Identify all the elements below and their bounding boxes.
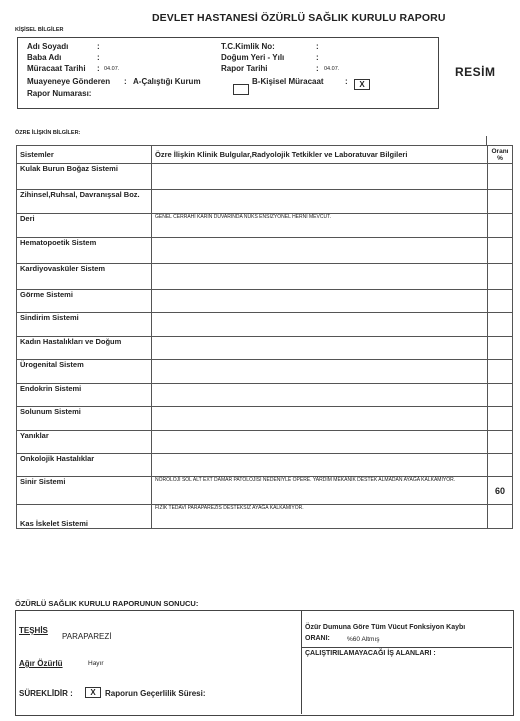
table-row — [17, 313, 513, 337]
report-number-label: Rapor Numarası: — [27, 89, 92, 98]
system-name-cell: Solunum Sistemi — [17, 407, 152, 431]
father-colon: : — [97, 53, 100, 62]
system-name-cell: Sinir Sistemi — [17, 477, 152, 505]
permanent-checkbox[interactable]: X — [85, 687, 101, 698]
table-row — [17, 477, 513, 505]
table-row — [17, 214, 513, 238]
table-row — [17, 384, 513, 407]
table-row — [17, 190, 513, 214]
birth-colon: : — [316, 53, 319, 62]
body-loss-label: Özür Dumuna Göre Tüm Vücut Fonksiyon Kaybı — [305, 624, 466, 631]
system-name-cell: Sindirim Sistemi — [17, 313, 152, 337]
rate-cell — [488, 190, 513, 214]
report-date-label: Rapor Tarihi — [221, 64, 268, 73]
validity-label: Raporun Geçerlilik Süresi: — [105, 689, 206, 698]
system-name-cell: Deri — [17, 214, 152, 238]
system-name-cell: Zihinsel,Ruhsal, Davranışsal Boz. — [17, 190, 152, 214]
option-b-colon: : — [345, 77, 348, 86]
system-name-cell: Görme Sistemi — [17, 290, 152, 313]
system-name-cell: Kas İskelet Sistemi — [17, 505, 152, 529]
table-row — [17, 238, 513, 264]
rate-cell — [488, 454, 513, 477]
findings-cell — [152, 238, 488, 264]
tc-label: T.C.Kimlik No: — [221, 42, 275, 51]
option-a-checkbox[interactable] — [233, 84, 249, 95]
findings-cell: NÖROLOJİ SOL ALT EXT DAMAR PATOLOJİSİ NEDENİYLE OPERE. YARDIM MEKANİK DESTEK ALMADAN AYAĞA KALKAMIYOR. — [152, 477, 488, 505]
findings-cell — [152, 407, 488, 431]
table-row — [17, 505, 513, 529]
report-title: DEVLET HASTANESİ ÖZÜRLÜ SAĞLIK KURULU RAPORU — [152, 12, 446, 24]
disability-table-body — [17, 164, 513, 529]
rate-cell — [488, 164, 513, 190]
findings-cell — [152, 384, 488, 407]
system-name-cell: Endokrin Sistemi — [17, 384, 152, 407]
system-name-cell: Yanıklar — [17, 431, 152, 454]
option-b-checkbox[interactable]: X — [354, 79, 370, 90]
application-date-colon: : — [97, 64, 100, 73]
name-colon: : — [97, 42, 100, 51]
rate-cell — [488, 337, 513, 360]
rate-value: %60 Altmış — [347, 636, 380, 643]
rate-cell — [488, 384, 513, 407]
referrer-label: Muayeneye Gönderen — [27, 77, 111, 86]
name-label: Adı Soyadı — [27, 42, 69, 51]
system-name-cell: Kulak Burun Boğaz Sistemi — [17, 164, 152, 190]
personal-section-label: KİŞİSEL BİLGİLER — [15, 27, 64, 33]
findings-cell: FİZİK TEDAVİ PARAPAREZİS DESTEKSİZ AYAĞA KALKAMIYOR. — [152, 505, 488, 529]
rate-cell — [488, 407, 513, 431]
findings-cell — [152, 454, 488, 477]
report-date-value: 04.07. — [324, 66, 340, 72]
table-row — [17, 290, 513, 313]
permanent-label: SÜREKLİDİR : — [19, 689, 73, 698]
table-row — [17, 337, 513, 360]
rate-cell — [488, 431, 513, 454]
diagnosis-value: PARAPAREZİ — [62, 632, 112, 641]
findings-cell — [152, 164, 488, 190]
rate-cell — [488, 505, 513, 529]
tc-colon: : — [316, 42, 319, 51]
table-row — [17, 454, 513, 477]
report-date-colon: : — [316, 64, 319, 73]
system-name-cell: Hematopoetik Sistem — [17, 238, 152, 264]
disability-section-label: ÖZRE İLİŞKİN BİLGİLER: — [15, 130, 81, 136]
system-name-cell: Kardiyovasküler Sistem — [17, 264, 152, 290]
findings-cell — [152, 313, 488, 337]
father-label: Baba Adı — [27, 53, 62, 62]
result-section-label: ÖZÜRLÜ SAĞLIK KURULU RAPORUNUN SONUCU: — [15, 599, 199, 608]
system-name-cell: Ürogenital Sistem — [17, 360, 152, 384]
disability-table — [16, 145, 513, 529]
rate-cell — [488, 313, 513, 337]
application-date-label: Müracaat Tarihi — [27, 64, 86, 73]
diagnosis-label: TEŞHİS — [19, 626, 48, 635]
col-header-system: Sistemler — [17, 146, 152, 164]
rate-label: ORANI: — [305, 635, 330, 642]
findings-cell — [152, 337, 488, 360]
rate-cell — [488, 290, 513, 313]
option-a-label: A-Çalıştığı Kurum — [133, 77, 201, 86]
rate-cell — [488, 264, 513, 290]
findings-cell — [152, 360, 488, 384]
table-row — [17, 360, 513, 384]
table-header-row — [17, 146, 513, 164]
unable-work-label: ÇALIŞTIRILAMAYACAĞI İŞ ALANLARI : — [305, 650, 436, 657]
findings-cell — [152, 190, 488, 214]
system-name-cell: Kadın Hastalıkları ve Doğum — [17, 337, 152, 360]
rate-cell — [488, 214, 513, 238]
severe-disability-value: Hayır — [88, 660, 104, 667]
table-row — [17, 407, 513, 431]
col-header-rate: Oranı % — [488, 146, 513, 164]
application-date-value: 04.07. — [104, 66, 120, 72]
rate-cell: 60 — [488, 477, 513, 505]
findings-cell — [152, 264, 488, 290]
findings-cell — [152, 431, 488, 454]
findings-cell — [152, 290, 488, 313]
option-b-label: B-Kişisel Müracaat — [252, 77, 324, 86]
referrer-colon: : — [124, 77, 127, 86]
rate-cell — [488, 360, 513, 384]
table-row — [17, 264, 513, 290]
result-divider-horizontal — [301, 647, 512, 649]
table-row — [17, 431, 513, 454]
rate-cell — [488, 238, 513, 264]
result-divider-vertical — [301, 610, 303, 714]
findings-cell: GENEL CERRAHİ KARIN DUVARINDA NÜKS ENSİZYONEL HERNİ MEVCUT. — [152, 214, 488, 238]
col-header-findings: Özre İlişkin Klinik Bulgular,Radyolojik Tetkikler ve Laboratuvar Bilgileri — [152, 146, 488, 164]
birth-label: Doğum Yeri - Yılı — [221, 53, 285, 62]
severe-disability-label: Ağır Özürlü — [19, 659, 63, 668]
system-name-cell: Onkolojik Hastalıklar — [17, 454, 152, 477]
photo-placeholder-label: RESİM — [455, 65, 496, 79]
table-row — [17, 164, 513, 190]
